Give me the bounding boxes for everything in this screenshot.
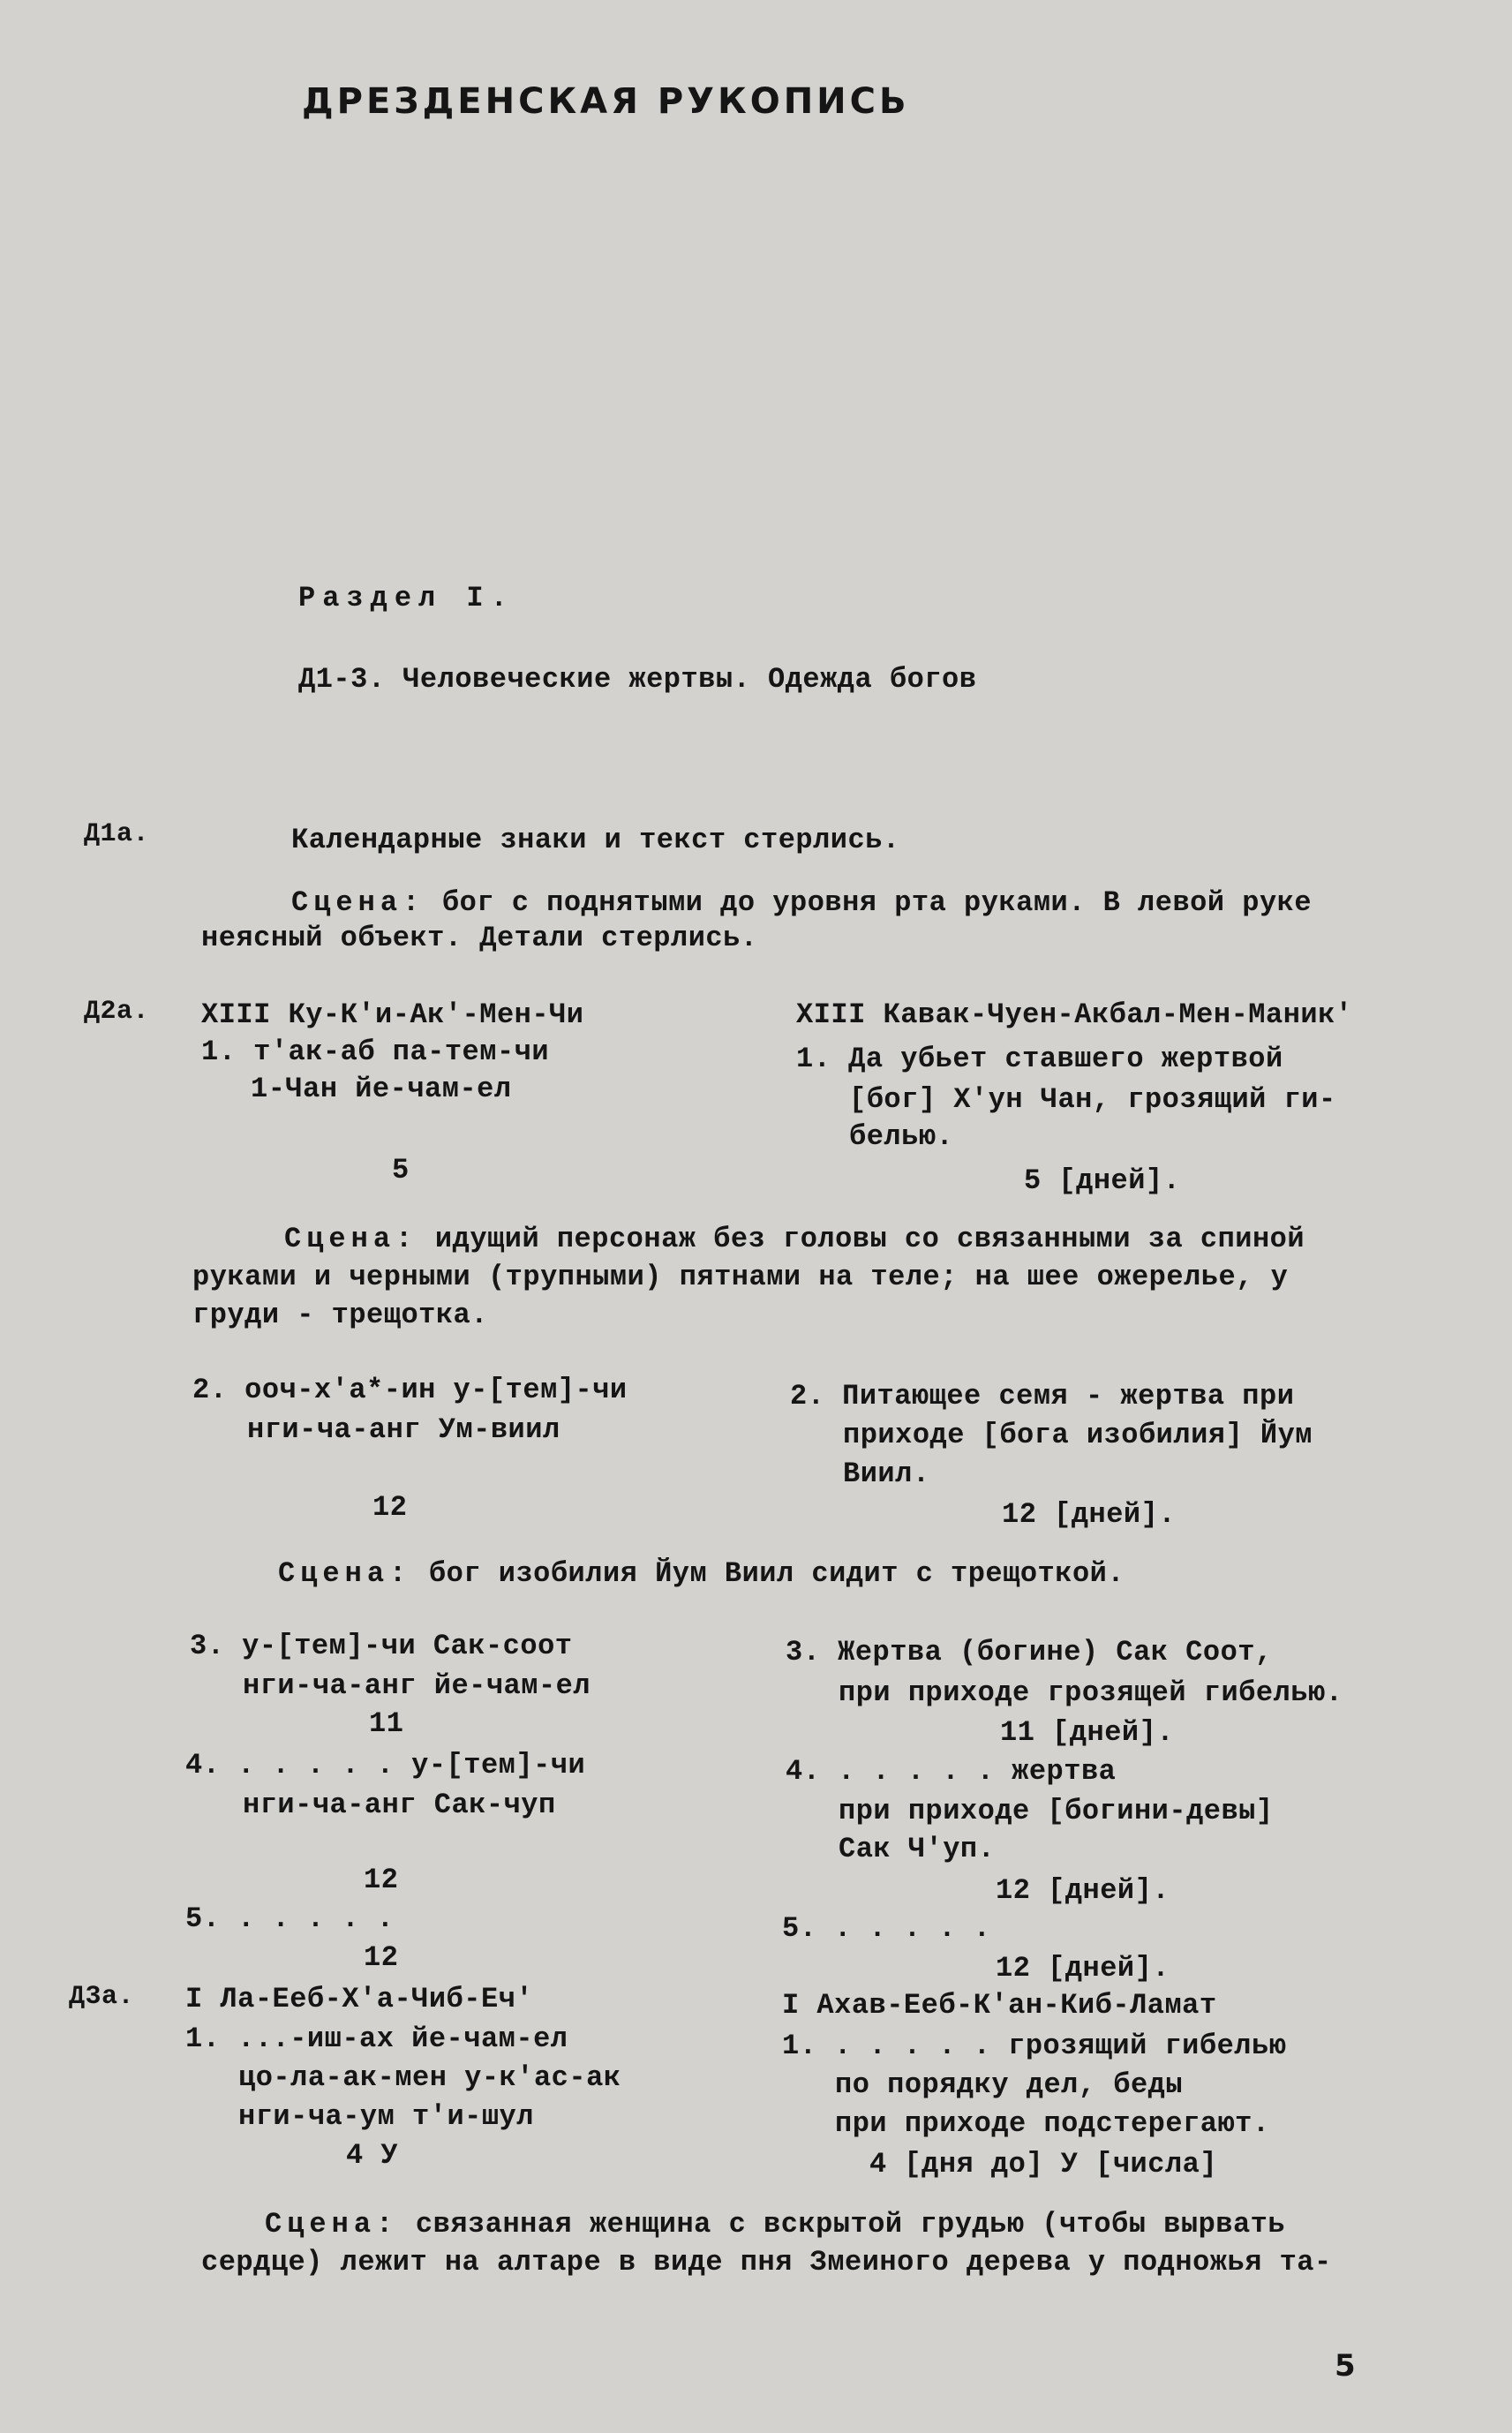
d2a-scene1-line3: груди - трещотка. [192, 1299, 488, 1331]
entry-tag-d3a: Д3а. [69, 1982, 135, 2012]
d2a-scene1-line1 [284, 1222, 1305, 1257]
d3a-left-line: 1. ...-иш-ах йе-чам-ел [185, 2022, 568, 2055]
d3a-left-line: 4 У [346, 2139, 399, 2172]
d3a-right-line: 1. . . . . . грозящий гибелью [782, 2030, 1287, 2062]
d2a-right-line: 5 [дней]. [1024, 1164, 1181, 1197]
d2a-left-line: 1-Чан йе-чам-ел [251, 1073, 512, 1105]
d2a-left3-line: 12 [364, 1864, 399, 1896]
scene-text: связанная женщина с вскрытой грудью (чтобы вырвать [398, 2208, 1286, 2241]
d2a-left3-line: 11 [369, 1707, 404, 1740]
page-number: 5 [1335, 2348, 1357, 2384]
d2a-right2-line: приходе [бога изобилия] Йум [843, 1419, 1313, 1451]
d2a-scene1-line2: руками и черными (трупными) пятнами на теле; на шее ожерелье, у [192, 1261, 1289, 1293]
page-title: ДРЕЗДЕНСКАЯ РУКОПИСЬ [302, 81, 910, 122]
d2a-right3-line: 12 [дней]. [996, 1874, 1170, 1907]
d2a-right3-line: 11 [дней]. [1000, 1716, 1175, 1749]
entry-tag-d1a: Д1а. [84, 819, 150, 849]
scene-text: бог изобилия Йум Виил сидит с трещоткой. [411, 1557, 1125, 1590]
d1a-text: Календарные знаки и текст стерлись. [291, 824, 900, 856]
scene-text: идущий персонаж без головы со связанными за спиной [417, 1223, 1305, 1255]
d2a-right3-line: 4. . . . . . жертва [786, 1755, 1117, 1788]
scene-label: Сцена: [278, 1557, 412, 1590]
d2a-right-line: [бог] Х'ун Чан, грозящий ги- [849, 1083, 1336, 1116]
d2a-left3-line: 3. у-[тем]-чи Сак-соот [190, 1630, 573, 1662]
scene-label: Сцена: [284, 1223, 418, 1255]
d2a-left3-line: 4. . . . . . у-[тем]-чи [185, 1749, 586, 1781]
d3a-scene-line1 [265, 2207, 1285, 2242]
d2a-left-line: 1. т'ак-аб па-тем-чи [201, 1036, 550, 1068]
d3a-left-line: I Ла-Ееб-Х'а-Чиб-Еч' [185, 1983, 534, 2015]
scene-text: бог с поднятыми до уровня рта руками. В левой руке [425, 886, 1313, 919]
d3a-left-line: нги-ча-ум т'и-шул [238, 2100, 534, 2133]
section-heading: Д1-3. Человеческие жертвы. Одежда богов [298, 663, 977, 696]
d2a-right3-line: Сак Ч'уп. [839, 1833, 996, 1865]
d2a-right-line: XIII Кавак-Чуен-Акбал-Мен-Маник' [796, 998, 1353, 1031]
d2a-left-line: 5 [392, 1154, 410, 1186]
d2a-left2-line: 12 [372, 1491, 408, 1524]
d2a-left2-line: 2. ооч-х'а*-ин у-[тем]-чи [192, 1374, 628, 1406]
d2a-right2-line: Виил. [843, 1458, 930, 1490]
d3a-right-line: 4 [дня до] У [числа] [869, 2148, 1218, 2181]
entry-tag-d2a: Д2а. [84, 997, 150, 1027]
d2a-right2-line: 12 [дней]. [1002, 1498, 1177, 1531]
d3a-right-line: при приходе подстерегают. [835, 2107, 1270, 2140]
d1a-scene-line1 [291, 885, 1312, 921]
d2a-left3-line: 12 [364, 1941, 399, 1974]
d2a-left3-line: 5. . . . . . [185, 1902, 395, 1935]
d2a-right2-line: 2. Питающее семя - жертва при [790, 1380, 1295, 1412]
d3a-right-line: по порядку дел, беды [835, 2068, 1184, 2101]
d2a-right-line: белью. [849, 1120, 954, 1153]
d3a-left-line: цо-ла-ак-мен у-к'ас-ак [238, 2061, 621, 2094]
scene-label: Сцена: [265, 2208, 399, 2241]
d2a-scene2-line [278, 1556, 1125, 1592]
d2a-left2-line: нги-ча-анг Ум-виил [247, 1413, 560, 1446]
d2a-left3-line: нги-ча-анг йе-чам-ел [243, 1669, 591, 1702]
d2a-left3-line: нги-ча-анг Сак-чуп [243, 1789, 556, 1821]
section-label: Раздел I. [298, 582, 515, 614]
d2a-right3-line: 12 [дней]. [996, 1952, 1170, 1985]
d3a-scene-line2: сердце) лежит на алтаре в виде пня Змеиного дерева у подножья та- [201, 2246, 1332, 2279]
d2a-right3-line: 3. Жертва (богине) Сак Соот, [786, 1636, 1273, 1668]
d3a-right-line: I Ахав-Ееб-К'ан-Киб-Ламат [782, 1989, 1217, 2022]
d2a-right3-line: 5. . . . . . [782, 1912, 991, 1945]
d2a-right-line: 1. Да убьет ставшего жертвой [796, 1043, 1283, 1075]
d2a-left-line: XIII Ку-К'и-Ак'-Мен-Чи [201, 998, 584, 1031]
d2a-right3-line: при приходе грозящей гибелью. [839, 1676, 1343, 1709]
d1a-scene-line2: неясный объект. Детали стерлись. [201, 922, 758, 954]
scene-label: Сцена: [291, 886, 425, 919]
d2a-right3-line: при приходе [богини-девы] [839, 1795, 1274, 1827]
